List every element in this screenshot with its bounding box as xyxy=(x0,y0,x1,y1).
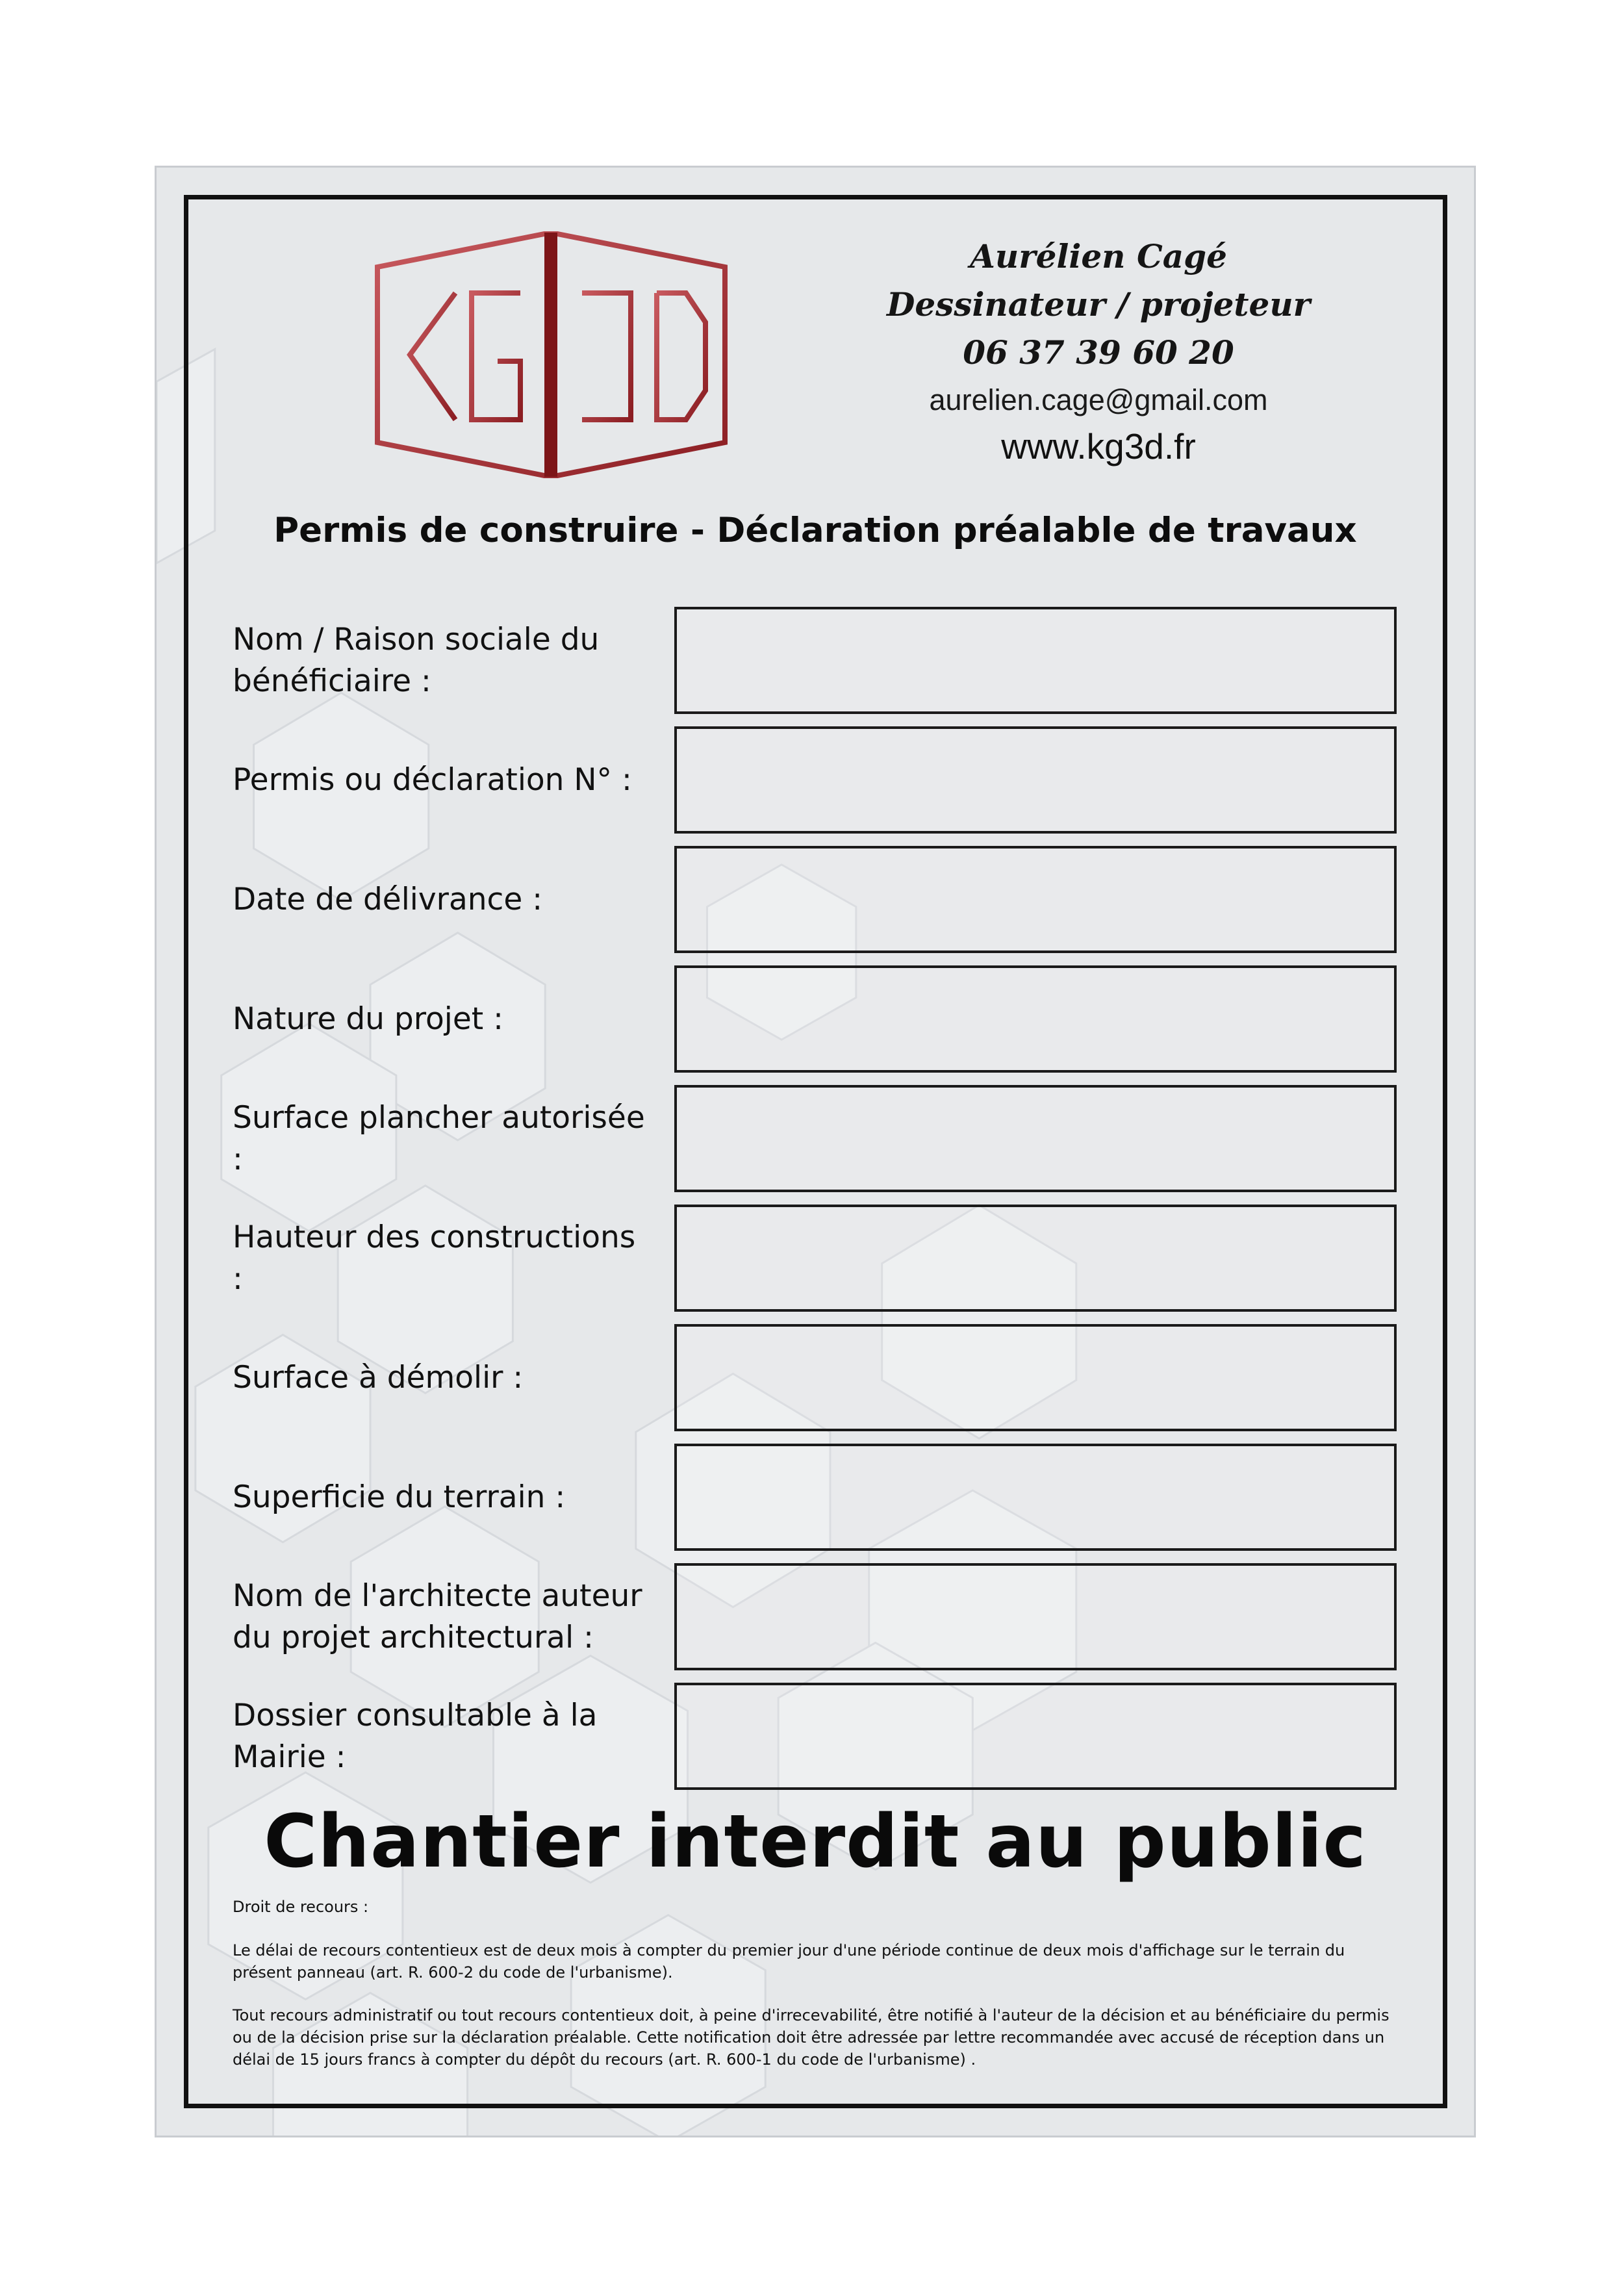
designer-email: aurelien.cage@gmail.com xyxy=(929,383,1268,416)
field-label: Superficie du terrain : xyxy=(233,1479,566,1515)
field-label: Nature du projet : xyxy=(233,1001,503,1037)
field-input-box[interactable] xyxy=(674,1683,1397,1790)
contact-block xyxy=(865,233,1332,469)
no-public-banner: Chantier interdit au public xyxy=(264,1800,1367,1884)
kg3d-logo xyxy=(374,231,728,478)
field-input-box[interactable] xyxy=(674,726,1397,834)
field-label: Dossier consultable à la Mairie : xyxy=(233,1697,598,1775)
field-label: Date de délivrance : xyxy=(233,881,543,917)
legal-heading: Droit de recours : xyxy=(233,1898,369,1916)
field-label: Nom de l'architecte auteur du projet architectural : xyxy=(233,1577,642,1655)
construction-permit-panel xyxy=(155,166,1476,2137)
legal-paragraph-2: Tout recours administratif ou tout recours contentieux doit, à peine d'irrecevabilité, être notifié à l'auteur de la décision et au bénéficiaire du permis ou de la décision prise sur la déclaration préalable. Cette notification doit être adressée par lettre recommandée avec accusé de réception dans un délai de 15 jours francs à compter du dépôt du recours (art. R. 600-1 du code de l'urbanisme) . xyxy=(233,2006,1389,2069)
field-input-box[interactable] xyxy=(674,965,1397,1073)
field-input-box[interactable] xyxy=(674,607,1397,714)
designer-phone: 06 37 39 60 20 xyxy=(963,333,1234,372)
designer-role: Dessinateur / projeteur xyxy=(886,285,1311,324)
field-label: Nom / Raison sociale du bénéficiaire : xyxy=(233,621,600,699)
field-label: Surface plancher autorisée : xyxy=(233,1099,645,1177)
field-input-box[interactable] xyxy=(674,1444,1397,1551)
field-input-box[interactable] xyxy=(674,1205,1397,1312)
field-input-box[interactable] xyxy=(674,1324,1397,1431)
field-input-box[interactable] xyxy=(674,846,1397,953)
designer-website: www.kg3d.fr xyxy=(1001,426,1196,466)
designer-name: Aurélien Cagé xyxy=(970,237,1227,275)
field-label: Surface à démolir : xyxy=(233,1359,524,1396)
field-label: Hauteur des constructions : xyxy=(233,1219,636,1297)
field-input-box[interactable] xyxy=(674,1085,1397,1192)
document-title: Permis de construire - Déclaration préalable de travaux xyxy=(273,511,1357,550)
field-input-box[interactable] xyxy=(674,1563,1397,1670)
legal-paragraph-1: Le délai de recours contentieux est de deux mois à compter du premier jour d'une période continue de deux mois d'affichage sur le terrain du présent panneau (art. R. 600-2 du code de l'urbanisme). xyxy=(233,1941,1345,1982)
field-label: Permis ou déclaration N° : xyxy=(233,761,632,798)
